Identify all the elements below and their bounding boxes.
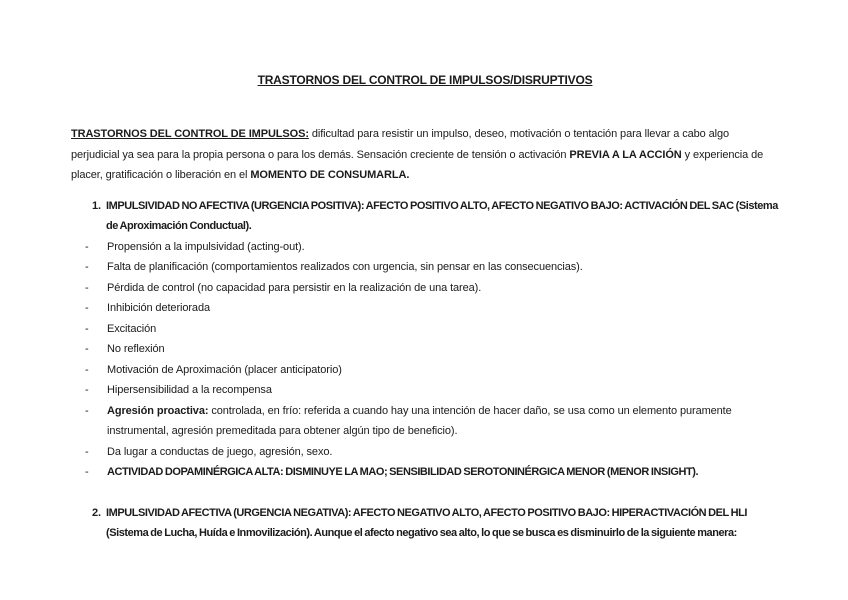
list-item-text: Excitación <box>107 322 157 335</box>
list-item <box>71 237 779 258</box>
list-item-text: Hipersensibilidad a la recompensa <box>107 384 272 396</box>
intro-emphasis-momento: MOMENTO DE CONSUMARLA. <box>250 169 410 181</box>
intro-text: dificultad para resistir un impulso, deseo, motivación o tentación para llevar a cabo algo perjudicial ya sea para la propia persona o para los demás. Sensación creciente de tensión o activación <box>71 128 730 161</box>
list-item <box>71 360 779 381</box>
list-item-text: Propensión a la impulsividad (acting-out). <box>107 240 305 253</box>
dash-bullet: - <box>85 343 89 355</box>
list-item <box>71 380 779 401</box>
dash-bullet: - <box>85 240 89 253</box>
numbered-heading-1 <box>71 196 779 237</box>
dash-bullet: - <box>85 363 89 376</box>
document-content <box>71 73 779 544</box>
list-item-text: ACTIVIDAD DOPAMINÉRGICA ALTA: DISMINUYE LA MAO; SENSIBILIDAD SEROTONINÉRGICA MENOR (MENOR INSIGHT). <box>107 466 699 478</box>
list-number: 1. <box>92 199 101 212</box>
section-impulsividad-afectiva <box>71 503 779 544</box>
dash-bullet: - <box>85 322 89 335</box>
dash-bullet: - <box>85 281 89 294</box>
page-title: TRASTORNOS DEL CONTROL DE IMPULSOS/DISRUPTIVOS <box>257 73 593 87</box>
list-item-text: No reflexión <box>107 343 165 355</box>
list-item <box>71 278 779 299</box>
list-item <box>71 257 779 278</box>
list-item-text: Da lugar a conductas de juego, agresión, sexo. <box>107 445 333 458</box>
intro-lead-term: TRASTORNOS DEL CONTROL DE IMPULSOS: <box>71 128 309 140</box>
intro-paragraph <box>71 124 779 186</box>
list-item-text: controlada, en frío: referida a cuando hay una intención de hacer daño, se usa como un elemento puramente instrumental, agresión premeditada para obtener algún tipo de beneficio). <box>107 404 732 437</box>
list-item <box>71 339 779 360</box>
list-item-text: Motivación de Aproximación (placer anticipatorio) <box>107 363 342 376</box>
list-item-agresion-proactiva <box>71 401 779 442</box>
list-item <box>71 298 779 319</box>
list-item-actividad-dopaminergica <box>71 462 779 483</box>
dash-bullet: - <box>85 302 89 314</box>
intro-emphasis-previa: PREVIA A LA ACCIÓN <box>569 148 682 161</box>
dash-bullet: - <box>85 404 89 417</box>
list-item <box>71 442 779 463</box>
dash-bullet: - <box>85 466 89 478</box>
list-number: 2. <box>92 506 101 519</box>
dash-bullet: - <box>85 261 89 273</box>
section-heading-text: IMPULSIVIDAD NO AFECTIVA (URGENCIA POSITIVA): AFECTO POSITIVO ALTO, AFECTO NEGATIVO BAJO: ACTIVACIÓN DEL SAC (Sistema de Aproximación Conductual). <box>106 199 778 232</box>
list-item <box>71 319 779 340</box>
section-impulsividad-no-afectiva <box>71 196 779 483</box>
dash-bullet: - <box>85 384 89 396</box>
list-item-text: Falta de planificación (comportamientos realizados con urgencia, sin pensar en las consecuencias). <box>107 261 583 273</box>
list-item-text: Inhibición deteriorada <box>107 302 210 314</box>
list-item-text: Pérdida de control (no capacidad para persistir en la realización de una tarea). <box>107 281 482 294</box>
intro-text-2: y experiencia de placer, gratificación o liberación en el <box>71 148 764 181</box>
list-item-lead: Agresión proactiva: <box>107 404 209 417</box>
numbered-heading-2 <box>71 503 779 544</box>
section-heading-text: IMPULSIVIDAD AFECTIVA (URGENCIA NEGATIVA): AFECTO NEGATIVO ALTO, AFECTO POSITIVO BAJO: HIPERACTIVACIÓN DEL HLI (Sistema de Lucha, Huída e Inmovilización). Aunque el afecto negativo sea alto, lo que se busca es disminuirlo de la siguiente manera: <box>106 506 748 539</box>
dash-bullet: - <box>85 445 89 458</box>
